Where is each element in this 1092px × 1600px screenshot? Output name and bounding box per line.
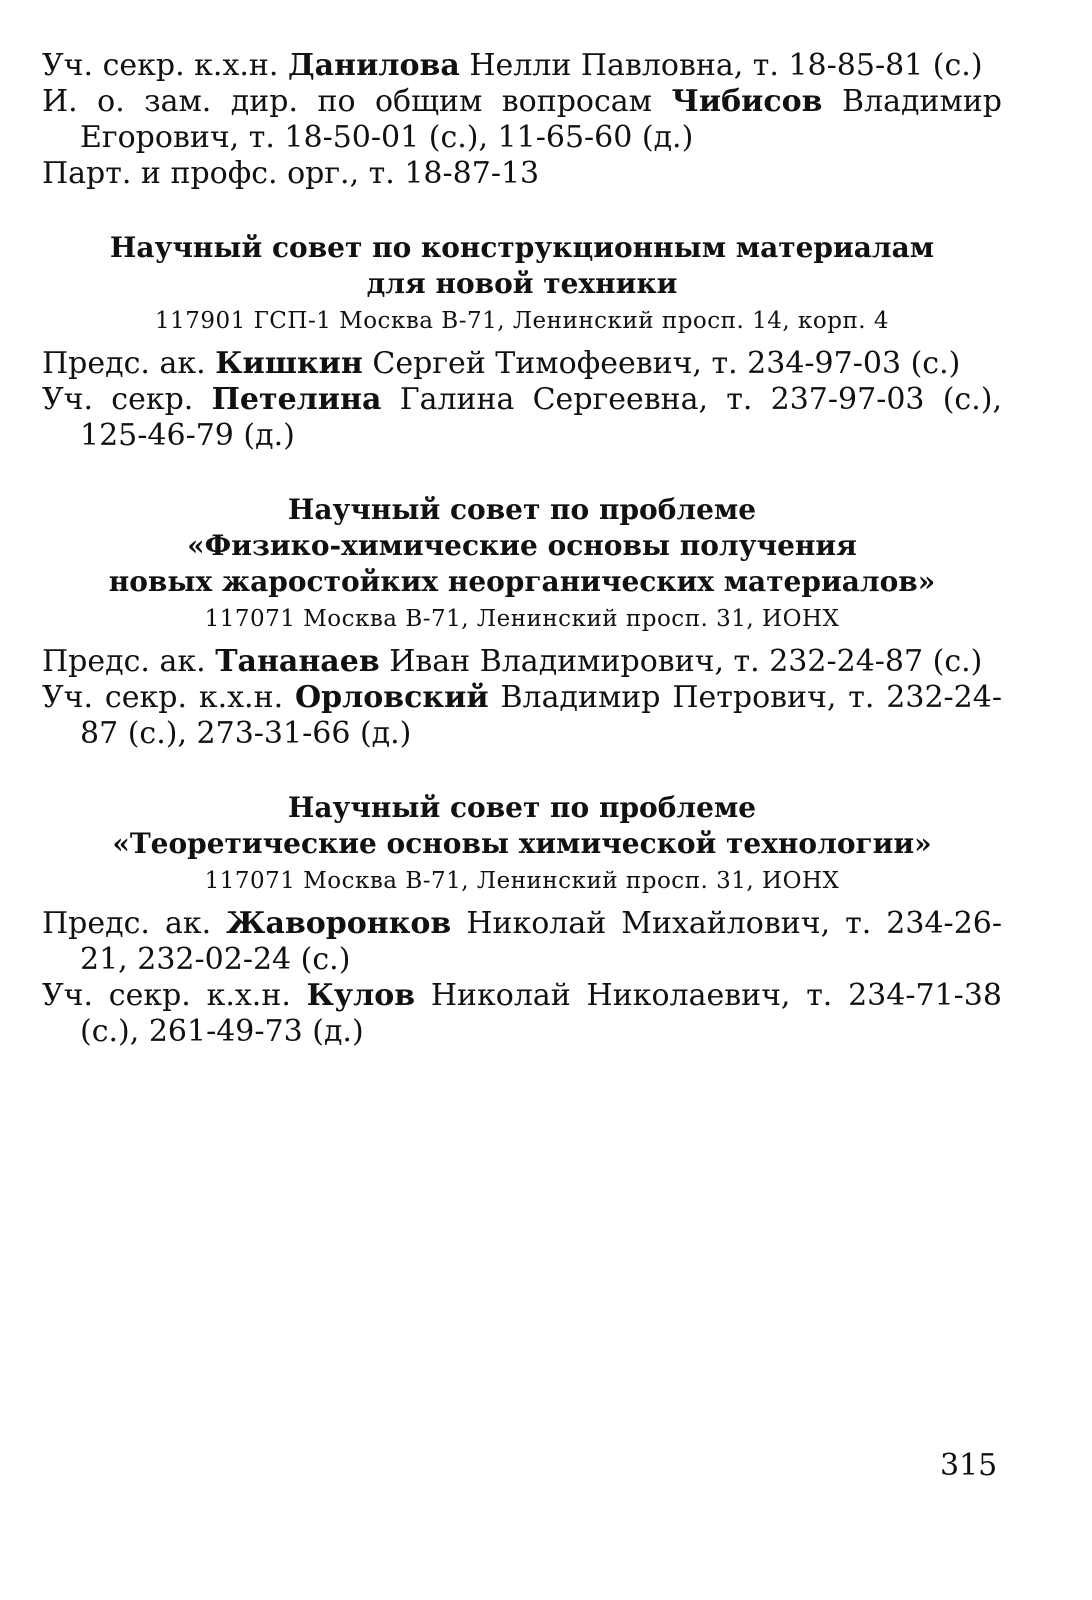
entry-prefix: Уч. секр. к.х.н. — [42, 978, 291, 1013]
entry-line — [42, 680, 1002, 752]
entry-line — [42, 84, 1002, 156]
entry-line — [42, 644, 1002, 680]
council-section — [42, 230, 1002, 454]
council-section — [42, 790, 1002, 1050]
council-section — [42, 492, 1002, 752]
entry-line — [42, 48, 1002, 84]
entry-surname: Тананаев — [215, 644, 380, 679]
entry-details: Владимир Петрович, т. 232-24-87 (с.), 273-31-66 (д.) — [80, 680, 1002, 751]
entry-details: Сергей Тимофеевич, т. 234-97-03 (с.) — [372, 346, 961, 381]
entry-details: Николай Николаевич, т. 234-71-38 (с.), 261-49-73 (д.) — [80, 978, 1002, 1049]
section-title-line: Научный совет по конструкционным материалам — [109, 231, 935, 264]
entry-line — [42, 156, 1002, 192]
page-number: 315 — [940, 1448, 998, 1483]
section-title-line: Научный совет по проблеме — [287, 493, 757, 526]
entry-line — [42, 346, 1002, 382]
section-address: 117901 ГСП-1 Москва В-71, Ленинский просп. 14, корп. 4 — [154, 308, 890, 334]
entry-details: Иван Владимирович, т. 232-24-87 (с.) — [389, 644, 983, 679]
section-title-line: для новой техники — [366, 267, 678, 300]
section-title-line: Научный совет по проблеме — [287, 791, 757, 824]
entry-details: Галина Сергеевна, т. 237-97-03 (с.), 125-46-79 (д.) — [80, 382, 1003, 453]
entry-surname: Жаворонков — [226, 906, 452, 941]
entry-line — [42, 382, 1002, 454]
entry-prefix: Уч. секр. — [42, 382, 194, 417]
section-address: 117071 Москва В-71, Ленинский просп. 31, ИОНХ — [204, 868, 840, 894]
section-title — [42, 492, 1002, 600]
entry-prefix: Предс. ак. — [42, 906, 212, 941]
entry-prefix: Предс. ак. — [42, 346, 206, 381]
section-title-line: «Теоретические основы химической технологии» — [112, 827, 932, 860]
section-title — [42, 230, 1002, 302]
entry-surname: Данилова — [288, 48, 460, 83]
section-title — [42, 790, 1002, 862]
entry-details: Нелли Павловна, т. 18-85-81 (с.) — [469, 48, 983, 83]
entry-details: Владимир Егорович, т. 18-50-01 (с.), 11-65-60 (д.) — [80, 84, 1002, 155]
directory-page — [42, 48, 1002, 1050]
entry-surname: Кишкин — [215, 346, 363, 381]
section-title-line: новых жаростойких неорганических материалов» — [108, 565, 936, 598]
entry-details: Николай Михайлович, т. 234-26-21, 232-02-24 (с.) — [80, 906, 1003, 977]
entry-prefix: Парт. и профс. орг., т. 18-87-13 — [42, 156, 540, 191]
entry-surname: Орловский — [295, 680, 489, 715]
entry-line — [42, 978, 1002, 1050]
section-address: 117071 Москва В-71, Ленинский просп. 31, ИОНХ — [204, 606, 840, 632]
entry-prefix: Предс. ак. — [42, 644, 206, 679]
entry-surname: Петелина — [211, 382, 382, 417]
section-title-line: «Физико-химические основы получения — [187, 529, 857, 562]
entry-prefix: Уч. секр. к.х.н. — [42, 680, 284, 715]
entry-line — [42, 906, 1002, 978]
entry-surname: Чибисов — [671, 84, 823, 119]
entry-prefix: Уч. секр. к.х.н. — [42, 48, 279, 83]
entry-prefix: И. о. зам. дир. по общим вопросам — [42, 84, 653, 119]
top-entries — [42, 48, 1002, 192]
entry-surname: Кулов — [306, 978, 416, 1013]
